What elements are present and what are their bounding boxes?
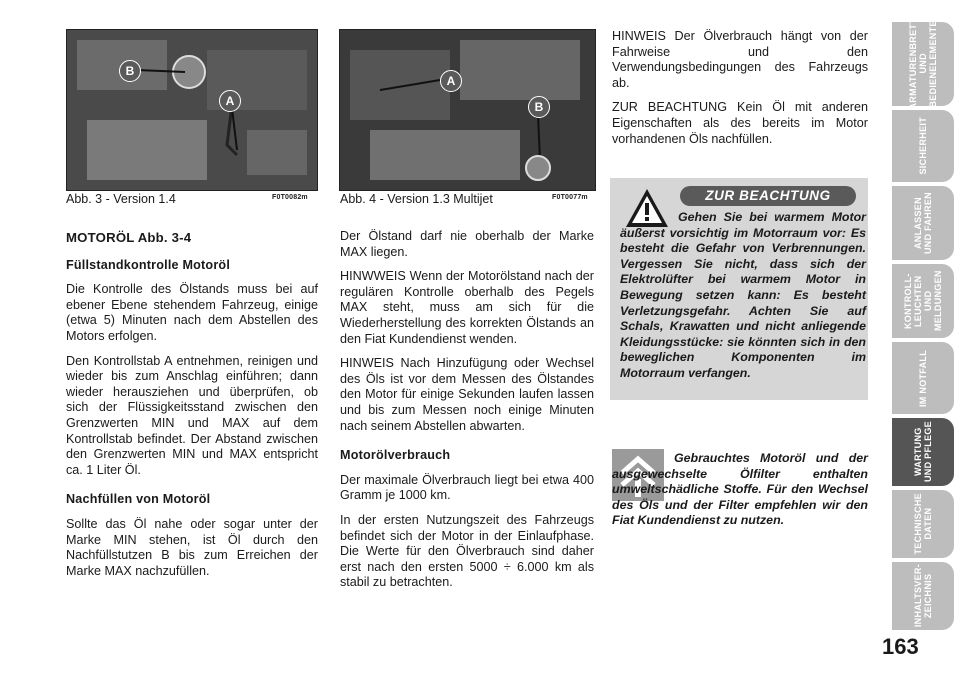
paragraph: HINWWEIS Wenn der Motorölstand nach der regulären Kontrolle oberhalb des Pegels MAX steht, muss am sich für die Wiederherstellung des korrekten Ölstands an den Fiat Kundendienst wenden.	[340, 269, 594, 346]
paragraph: Die Kontrolle des Ölstands muss bei auf ebener Ebene stehendem Fahrzeug, einige (etwa 5) Minuten nach dem Abstellen des Motors erfolgen.	[66, 282, 318, 343]
column-2	[340, 229, 594, 600]
callout-a: A	[440, 70, 462, 92]
page-number: 163	[882, 634, 919, 659]
tab-dashboard[interactable]	[892, 18, 954, 110]
tab-starting-driving[interactable]	[892, 186, 954, 260]
figure-code-2: F0T0077m	[552, 194, 588, 201]
tab-maintenance[interactable]	[892, 418, 954, 486]
section-heading: MOTORÖL Abb. 3-4	[66, 230, 192, 245]
tab-label: ANLASSEN UND FAHREN	[913, 191, 933, 254]
tab-safety[interactable]	[892, 110, 954, 182]
tab-warning-lights[interactable]	[892, 264, 954, 338]
tab-technical-data[interactable]	[892, 490, 954, 558]
paragraph: ZUR BEACHTUNG Kein Öl mit anderen Eigenschaften als des bereits im Motor vorhandenen Öls nachfüllen.	[612, 100, 868, 146]
callout-b: B	[119, 60, 141, 82]
column-1	[66, 230, 318, 588]
tab-label: KONTROLL- LEUCHTEN UND MELDUNGEN	[903, 270, 943, 332]
engine-photo-1	[67, 30, 317, 190]
tab-label: SICHERHEIT	[918, 117, 928, 175]
tab-label: ARMATURENBRETT UND BEDIENELEMENTE	[908, 18, 938, 110]
figure-caption-1: Abb. 3 - Version 1.4	[66, 192, 176, 206]
environment-note: Gebrauchtes Motoröl und der ausgewechselte Ölfilter enthalten umweltschädliche Stoffe. Für den Wechsel des Öls und der Filter empfehlen wir den Fiat Kundendienst zu nutzen.	[612, 451, 868, 528]
paragraph: HINWEIS Der Ölverbrauch hängt von der Fahrweise und den Verwendungsbedingungen des Fahrzeugs ab.	[612, 29, 868, 90]
warning-title: ZUR BEACHTUNG	[680, 186, 856, 206]
callout-b: B	[528, 96, 550, 118]
subheading-level-check: Füllstandkontrolle Motoröl	[66, 257, 231, 272]
subheading-refill: Nachfüllen von Motoröl	[66, 492, 211, 507]
tab-label: WARTUNG UND PFLEGE	[913, 421, 933, 483]
paragraph: Den Kontrollstab A entnehmen, reinigen und wieder bis zum Anschlag einführen; dann wieder herausziehen und überprüfen, ob sich der Flüssigkeitsstand zwischen den Grenzwerten MIN und MAX auf dem Kontrollstab befindet. Der Abstand zwischen den Grenzwerten MIN und MAX entspricht ca. 1 Liter Öl.	[66, 353, 318, 477]
figure-code-1: F0T0082m	[272, 194, 308, 201]
figure-engine-13-multijet	[339, 29, 596, 191]
paragraph: In der ersten Nutzungszeit des Fahrzeugs befindet sich der Motor in der Einlaufphase. Die Werte für den Ölverbrauch sind daher erst nach den ersten 5000 ÷ 6.000 km als stabil zu betrachten.	[340, 512, 594, 590]
tab-emergency[interactable]	[892, 342, 954, 414]
tab-label: IM NOTFALL	[918, 349, 928, 407]
tab-label: INHALTSVER- ZEICHNIS	[913, 564, 933, 628]
warning-text: Gehen Sie bei warmem Motor äußerst vorsichtig im Motorraum vor: Es besteht die Gefahr von Verbrennungen. Vergessen Sie nicht, dass sich der Elektrolüfter bei warmem Motor in Bewegung setzen kann: Es besteht Verletzungsgefahr. Achten Sie auf Schals, Krawatten und nicht anliegende Kleidungsstücke: sie könnten sich in den beweglichen Komponenten im Motorraum verfangen.	[620, 210, 866, 380]
subheading-consumption: Motorölverbrauch	[340, 448, 451, 463]
callout-a: A	[219, 90, 241, 112]
tab-label: TECHNISCHE DATEN	[913, 493, 933, 555]
figure-engine-14	[66, 29, 318, 191]
engine-photo-2	[340, 30, 595, 190]
tab-index[interactable]	[892, 562, 954, 630]
figure-caption-2: Abb. 4 - Version 1.3 Multijet	[340, 192, 493, 206]
column-3	[612, 29, 868, 156]
paragraph: Der maximale Ölverbrauch liegt bei etwa 400 Gramm je 1000 km.	[340, 472, 594, 503]
paragraph: Der Ölstand darf nie oberhalb der Marke MAX liegen.	[340, 229, 594, 259]
paragraph: HINWEIS Nach Hinzufügung oder Wechsel des Öls ist vor dem Messen des Ölstandes den Motor für einige Sekunden laufen lassen und bis zum Messen noch einige Minuten nach seinem Abstellen abwarten.	[340, 356, 594, 433]
paragraph: Sollte das Öl nahe oder sogar unter der Marke MIN stehen, ist Öl durch den Nachfüllstutzen B bis zum Erreichen der Marke MAX nachzufüllen.	[66, 516, 318, 578]
